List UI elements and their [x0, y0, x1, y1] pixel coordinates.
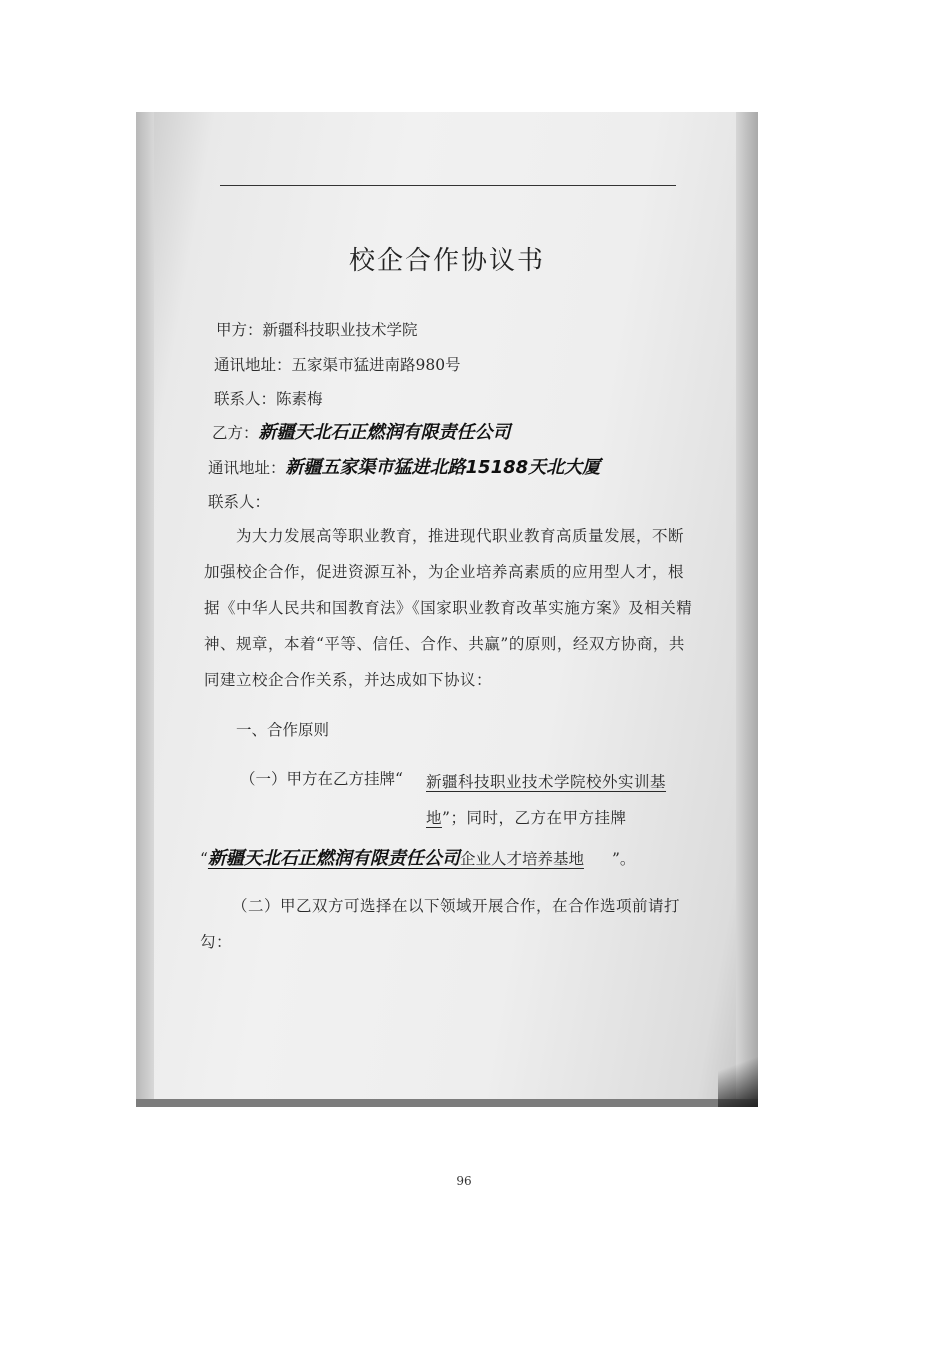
party-b-label: 乙方： [212, 424, 259, 442]
plaque-a-name: 新疆科技职业技术学院校外实训基地 [426, 773, 667, 827]
party-b-address-handwritten: 新疆五家渠市猛进北路15188天北大厦 [285, 457, 601, 478]
clause-1-middle: ”；同时，乙方在甲方挂牌 [442, 809, 627, 827]
party-a-label: 甲方： [216, 321, 263, 339]
clause-2: （二）甲乙双方可选择在以下领域开展合作，在合作选项前请打勾： [200, 897, 681, 951]
document-photo [136, 112, 758, 1107]
party-b-contact-line [208, 490, 270, 512]
header-rule [220, 185, 676, 186]
clause-1-open-quote: “ [200, 850, 208, 868]
party-a-address-line [214, 353, 461, 375]
party-a-name: 新疆科技职业技术学院 [262, 321, 418, 339]
party-b-address-label: 通讯地址： [208, 459, 286, 477]
clause-1-close: ”。 [611, 850, 636, 868]
party-b-name-handwritten: 新疆天北石正燃润有限责任公司 [258, 422, 511, 443]
photo-corner-shadow [718, 1037, 758, 1107]
party-a-address: 五家渠市猛进南路980号 [291, 356, 461, 374]
page-number: 96 [456, 1174, 472, 1188]
party-b-line [212, 418, 511, 444]
party-a-contact: 陈素梅 [276, 390, 323, 408]
party-a-contact-label: 联系人： [214, 390, 277, 408]
party-a-line [216, 318, 418, 340]
party-b-address-line [208, 453, 600, 479]
plaque-a-wrap [426, 764, 696, 836]
party-b-contact-label: 联系人： [208, 493, 271, 511]
party-a-contact-line [214, 387, 323, 409]
photo-bottom-edge [136, 1099, 758, 1107]
clause-1-prefix: （一）甲方在乙方挂牌“ [240, 770, 403, 788]
plaque-b-suffix: 企业人才培养基地 [459, 850, 584, 868]
intro-paragraph: 为大力发展高等职业教育，推进现代职业教育高质量发展，不断加强校企合作，促进资源互补，为企业培养高素质的应用型人才，根据《中华人民共和国教育法》《国家职业教育改革实施方案》及相关精神、规章，本着“平等、信任、合作、共赢”的原则，经双方协商，共同建立校企合作关系，并达成如下协议： [204, 527, 693, 689]
party-a-address-label: 通讯地址： [214, 356, 292, 374]
plaque-b-handwritten: 新疆天北石正燃润有限责任公司 [207, 848, 460, 869]
section-heading: 一、合作原则 [236, 721, 330, 739]
clause-1-line-1 [240, 767, 403, 789]
clause-1-line-3 [200, 844, 635, 870]
page-title: 校企合作协议书 [348, 246, 545, 276]
